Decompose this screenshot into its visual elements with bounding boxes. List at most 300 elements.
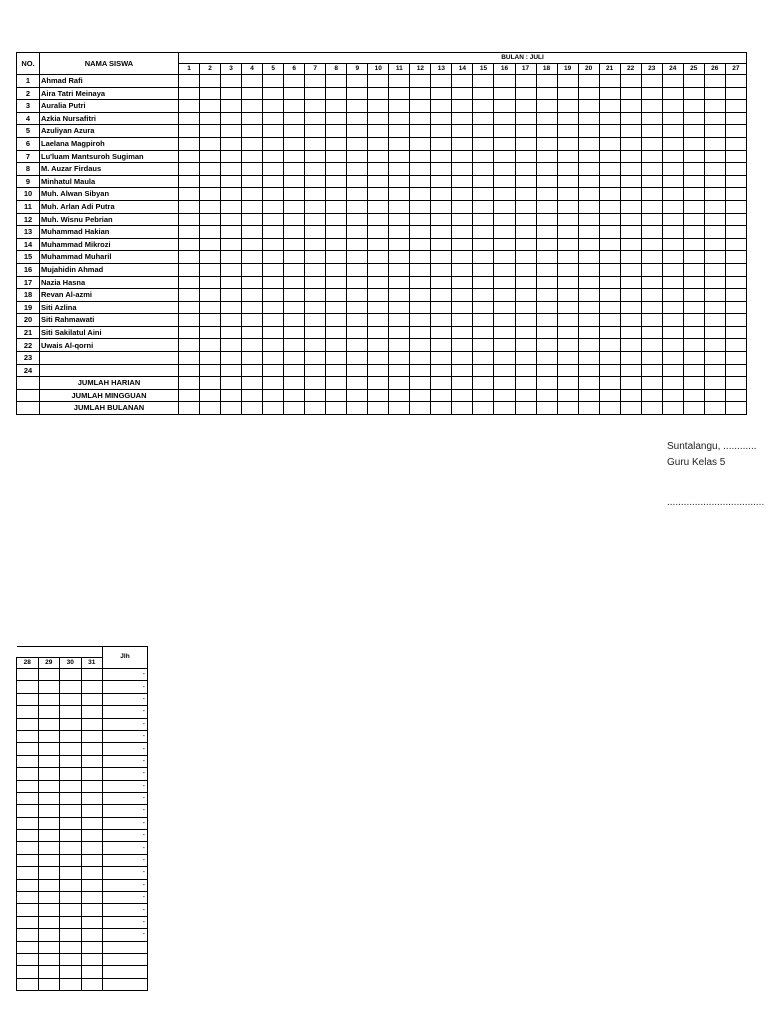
attendance-cell[interactable]: [599, 263, 620, 276]
summary-cell[interactable]: [599, 377, 620, 390]
attendance-cell[interactable]: [179, 238, 200, 251]
attendance-cell[interactable]: [221, 87, 242, 100]
attendance-cell[interactable]: [704, 75, 725, 88]
attendance-cell[interactable]: [368, 175, 389, 188]
attendance-cell[interactable]: [81, 706, 103, 718]
attendance-cell[interactable]: [179, 352, 200, 365]
attendance-cell[interactable]: [725, 213, 746, 226]
attendance-cell[interactable]: [368, 150, 389, 163]
attendance-cell[interactable]: [662, 213, 683, 226]
attendance-cell[interactable]: [515, 263, 536, 276]
attendance-cell[interactable]: [578, 163, 599, 176]
attendance-cell[interactable]: [368, 226, 389, 239]
attendance-cell[interactable]: [431, 137, 452, 150]
attendance-cell[interactable]: [60, 892, 82, 904]
attendance-cell[interactable]: [599, 125, 620, 138]
attendance-cell[interactable]: [347, 238, 368, 251]
attendance-cell[interactable]: [578, 339, 599, 352]
attendance-cell[interactable]: [326, 339, 347, 352]
summary-cell[interactable]: [452, 402, 473, 415]
attendance-cell[interactable]: [200, 213, 221, 226]
attendance-cell[interactable]: [81, 669, 103, 681]
attendance-cell[interactable]: [368, 238, 389, 251]
attendance-cell[interactable]: [557, 289, 578, 302]
attendance-cell[interactable]: [473, 112, 494, 125]
summary-cell[interactable]: [704, 389, 725, 402]
attendance-cell[interactable]: [536, 213, 557, 226]
attendance-cell[interactable]: [452, 200, 473, 213]
attendance-cell[interactable]: [17, 842, 39, 854]
attendance-cell[interactable]: [578, 238, 599, 251]
attendance-cell[interactable]: [515, 112, 536, 125]
attendance-cell[interactable]: [326, 226, 347, 239]
attendance-cell[interactable]: [305, 163, 326, 176]
attendance-cell[interactable]: [17, 916, 39, 928]
attendance-cell[interactable]: [179, 226, 200, 239]
attendance-cell[interactable]: [389, 364, 410, 377]
attendance-cell[interactable]: [389, 213, 410, 226]
summary-cell[interactable]: [179, 377, 200, 390]
attendance-cell[interactable]: [263, 163, 284, 176]
attendance-cell[interactable]: [242, 100, 263, 113]
attendance-cell[interactable]: [60, 792, 82, 804]
attendance-cell[interactable]: [179, 150, 200, 163]
attendance-cell[interactable]: [81, 805, 103, 817]
summary-cell[interactable]: [662, 389, 683, 402]
attendance-cell[interactable]: [81, 978, 103, 990]
attendance-cell[interactable]: [242, 200, 263, 213]
attendance-cell[interactable]: [725, 200, 746, 213]
attendance-cell[interactable]: [326, 75, 347, 88]
attendance-cell[interactable]: [641, 163, 662, 176]
attendance-cell[interactable]: [347, 352, 368, 365]
attendance-cell[interactable]: [368, 263, 389, 276]
attendance-cell[interactable]: [81, 916, 103, 928]
attendance-cell[interactable]: [81, 953, 103, 965]
attendance-cell[interactable]: [452, 150, 473, 163]
attendance-cell[interactable]: [620, 226, 641, 239]
summary-cell[interactable]: [536, 377, 557, 390]
attendance-cell[interactable]: [494, 100, 515, 113]
attendance-cell[interactable]: [431, 251, 452, 264]
attendance-cell[interactable]: [81, 693, 103, 705]
attendance-cell[interactable]: [515, 175, 536, 188]
attendance-cell[interactable]: [620, 100, 641, 113]
attendance-cell[interactable]: [17, 718, 39, 730]
attendance-cell[interactable]: [704, 175, 725, 188]
attendance-cell[interactable]: [60, 842, 82, 854]
attendance-cell[interactable]: [81, 792, 103, 804]
summary-cell[interactable]: [662, 377, 683, 390]
attendance-cell[interactable]: [284, 326, 305, 339]
attendance-cell[interactable]: [641, 301, 662, 314]
attendance-cell[interactable]: [578, 175, 599, 188]
attendance-cell[interactable]: [683, 339, 704, 352]
attendance-cell[interactable]: [221, 276, 242, 289]
attendance-cell[interactable]: [284, 112, 305, 125]
attendance-cell[interactable]: [578, 226, 599, 239]
attendance-cell[interactable]: [284, 301, 305, 314]
attendance-cell[interactable]: [368, 301, 389, 314]
summary-cell[interactable]: [473, 377, 494, 390]
attendance-cell[interactable]: [242, 75, 263, 88]
attendance-cell[interactable]: [221, 352, 242, 365]
attendance-cell[interactable]: [494, 150, 515, 163]
attendance-cell[interactable]: [221, 200, 242, 213]
attendance-cell[interactable]: [284, 175, 305, 188]
attendance-cell[interactable]: [578, 314, 599, 327]
attendance-cell[interactable]: [557, 213, 578, 226]
attendance-cell[interactable]: [200, 364, 221, 377]
attendance-cell[interactable]: [389, 200, 410, 213]
attendance-cell[interactable]: [17, 669, 39, 681]
summary-cell[interactable]: [473, 389, 494, 402]
attendance-cell[interactable]: [60, 966, 82, 978]
attendance-cell[interactable]: [81, 842, 103, 854]
attendance-cell[interactable]: [200, 100, 221, 113]
attendance-cell[interactable]: [305, 276, 326, 289]
attendance-cell[interactable]: [557, 339, 578, 352]
attendance-cell[interactable]: [368, 314, 389, 327]
summary-cell[interactable]: [515, 389, 536, 402]
attendance-cell[interactable]: [81, 817, 103, 829]
attendance-cell[interactable]: [305, 150, 326, 163]
attendance-cell[interactable]: [662, 163, 683, 176]
attendance-cell[interactable]: [641, 175, 662, 188]
attendance-cell[interactable]: [263, 238, 284, 251]
attendance-cell[interactable]: [431, 326, 452, 339]
attendance-cell[interactable]: [620, 326, 641, 339]
attendance-cell[interactable]: [704, 87, 725, 100]
attendance-cell[interactable]: [410, 137, 431, 150]
attendance-cell[interactable]: [452, 326, 473, 339]
attendance-cell[interactable]: [305, 226, 326, 239]
attendance-cell[interactable]: [326, 352, 347, 365]
attendance-cell[interactable]: [725, 87, 746, 100]
attendance-cell[interactable]: [81, 867, 103, 879]
attendance-cell[interactable]: [389, 314, 410, 327]
attendance-cell[interactable]: [620, 175, 641, 188]
attendance-cell[interactable]: [242, 263, 263, 276]
summary-cell[interactable]: [620, 377, 641, 390]
attendance-cell[interactable]: [683, 251, 704, 264]
attendance-cell[interactable]: [38, 669, 60, 681]
attendance-cell[interactable]: [263, 125, 284, 138]
attendance-cell[interactable]: [515, 75, 536, 88]
attendance-cell[interactable]: [431, 125, 452, 138]
attendance-cell[interactable]: [536, 352, 557, 365]
attendance-cell[interactable]: [38, 792, 60, 804]
summary-cell[interactable]: [683, 377, 704, 390]
attendance-cell[interactable]: [641, 75, 662, 88]
attendance-cell[interactable]: [683, 301, 704, 314]
attendance-cell[interactable]: [221, 226, 242, 239]
attendance-cell[interactable]: [17, 768, 39, 780]
attendance-cell[interactable]: [725, 112, 746, 125]
attendance-cell[interactable]: [200, 163, 221, 176]
attendance-cell[interactable]: [536, 251, 557, 264]
summary-cell[interactable]: [473, 402, 494, 415]
attendance-cell[interactable]: [81, 854, 103, 866]
attendance-cell[interactable]: [17, 681, 39, 693]
attendance-cell[interactable]: [326, 289, 347, 302]
attendance-cell[interactable]: [431, 226, 452, 239]
attendance-cell[interactable]: [263, 263, 284, 276]
attendance-cell[interactable]: [641, 125, 662, 138]
attendance-cell[interactable]: [473, 137, 494, 150]
attendance-cell[interactable]: [200, 125, 221, 138]
attendance-cell[interactable]: [536, 100, 557, 113]
attendance-cell[interactable]: [38, 879, 60, 891]
attendance-cell[interactable]: [452, 364, 473, 377]
attendance-cell[interactable]: [17, 730, 39, 742]
attendance-cell[interactable]: [662, 326, 683, 339]
attendance-cell[interactable]: [410, 301, 431, 314]
attendance-cell[interactable]: [683, 188, 704, 201]
attendance-cell[interactable]: [389, 238, 410, 251]
attendance-cell[interactable]: [641, 251, 662, 264]
attendance-cell[interactable]: [494, 364, 515, 377]
attendance-cell[interactable]: [599, 200, 620, 213]
attendance-cell[interactable]: [473, 150, 494, 163]
attendance-cell[interactable]: [641, 352, 662, 365]
attendance-cell[interactable]: [536, 238, 557, 251]
attendance-cell[interactable]: [326, 263, 347, 276]
attendance-cell[interactable]: [221, 137, 242, 150]
attendance-cell[interactable]: [200, 314, 221, 327]
summary-cell[interactable]: [599, 402, 620, 415]
attendance-cell[interactable]: [326, 301, 347, 314]
attendance-cell[interactable]: [683, 87, 704, 100]
attendance-cell[interactable]: [431, 75, 452, 88]
attendance-cell[interactable]: [179, 175, 200, 188]
attendance-cell[interactable]: [200, 226, 221, 239]
attendance-cell[interactable]: [452, 314, 473, 327]
attendance-cell[interactable]: [515, 352, 536, 365]
summary-cell[interactable]: [431, 402, 452, 415]
attendance-cell[interactable]: [326, 163, 347, 176]
attendance-cell[interactable]: [389, 137, 410, 150]
attendance-cell[interactable]: [473, 200, 494, 213]
attendance-cell[interactable]: [305, 112, 326, 125]
summary-cell[interactable]: [683, 389, 704, 402]
attendance-cell[interactable]: [263, 364, 284, 377]
attendance-cell[interactable]: [704, 326, 725, 339]
attendance-cell[interactable]: [81, 879, 103, 891]
attendance-cell[interactable]: [326, 87, 347, 100]
attendance-cell[interactable]: [599, 163, 620, 176]
summary-cell[interactable]: [641, 377, 662, 390]
attendance-cell[interactable]: [38, 730, 60, 742]
attendance-cell[interactable]: [620, 188, 641, 201]
attendance-cell[interactable]: [17, 706, 39, 718]
attendance-cell[interactable]: [599, 137, 620, 150]
attendance-cell[interactable]: [578, 276, 599, 289]
attendance-cell[interactable]: [620, 251, 641, 264]
attendance-cell[interactable]: [389, 100, 410, 113]
attendance-cell[interactable]: [221, 188, 242, 201]
attendance-cell[interactable]: [326, 175, 347, 188]
attendance-cell[interactable]: [662, 238, 683, 251]
attendance-cell[interactable]: [473, 352, 494, 365]
attendance-cell[interactable]: [347, 314, 368, 327]
attendance-cell[interactable]: [431, 213, 452, 226]
attendance-cell[interactable]: [305, 301, 326, 314]
attendance-cell[interactable]: [515, 213, 536, 226]
attendance-cell[interactable]: [179, 87, 200, 100]
attendance-cell[interactable]: [38, 805, 60, 817]
attendance-cell[interactable]: [704, 238, 725, 251]
attendance-cell[interactable]: [578, 188, 599, 201]
attendance-cell[interactable]: [347, 125, 368, 138]
attendance-cell[interactable]: [536, 339, 557, 352]
attendance-cell[interactable]: [557, 75, 578, 88]
attendance-cell[interactable]: [494, 200, 515, 213]
attendance-cell[interactable]: [179, 137, 200, 150]
attendance-cell[interactable]: [38, 978, 60, 990]
summary-cell[interactable]: [263, 402, 284, 415]
attendance-cell[interactable]: [494, 226, 515, 239]
attendance-cell[interactable]: [263, 200, 284, 213]
attendance-cell[interactable]: [410, 289, 431, 302]
summary-cell[interactable]: [725, 389, 746, 402]
attendance-cell[interactable]: [60, 978, 82, 990]
attendance-cell[interactable]: [368, 200, 389, 213]
attendance-cell[interactable]: [641, 213, 662, 226]
attendance-cell[interactable]: [284, 364, 305, 377]
attendance-cell[interactable]: [557, 314, 578, 327]
attendance-cell[interactable]: [368, 87, 389, 100]
summary-cell[interactable]: [242, 377, 263, 390]
attendance-cell[interactable]: [305, 326, 326, 339]
attendance-cell[interactable]: [536, 314, 557, 327]
attendance-cell[interactable]: [326, 238, 347, 251]
attendance-cell[interactable]: [347, 112, 368, 125]
attendance-cell[interactable]: [620, 75, 641, 88]
attendance-cell[interactable]: [38, 904, 60, 916]
attendance-cell[interactable]: [81, 780, 103, 792]
attendance-cell[interactable]: [494, 352, 515, 365]
summary-cell[interactable]: [431, 389, 452, 402]
summary-cell[interactable]: [578, 389, 599, 402]
attendance-cell[interactable]: [431, 100, 452, 113]
attendance-cell[interactable]: [305, 339, 326, 352]
attendance-cell[interactable]: [305, 352, 326, 365]
attendance-cell[interactable]: [263, 251, 284, 264]
attendance-cell[interactable]: [704, 352, 725, 365]
attendance-cell[interactable]: [557, 352, 578, 365]
attendance-cell[interactable]: [662, 188, 683, 201]
attendance-cell[interactable]: [389, 276, 410, 289]
attendance-cell[interactable]: [179, 188, 200, 201]
attendance-cell[interactable]: [704, 276, 725, 289]
attendance-cell[interactable]: [704, 137, 725, 150]
attendance-cell[interactable]: [557, 364, 578, 377]
attendance-cell[interactable]: [452, 163, 473, 176]
attendance-cell[interactable]: [389, 175, 410, 188]
attendance-cell[interactable]: [431, 276, 452, 289]
attendance-cell[interactable]: [200, 352, 221, 365]
attendance-cell[interactable]: [620, 276, 641, 289]
attendance-cell[interactable]: [305, 263, 326, 276]
attendance-cell[interactable]: [473, 238, 494, 251]
attendance-cell[interactable]: [389, 75, 410, 88]
attendance-cell[interactable]: [17, 854, 39, 866]
attendance-cell[interactable]: [494, 175, 515, 188]
attendance-cell[interactable]: [431, 289, 452, 302]
attendance-cell[interactable]: [305, 289, 326, 302]
attendance-cell[interactable]: [431, 238, 452, 251]
attendance-cell[interactable]: [242, 289, 263, 302]
attendance-cell[interactable]: [38, 929, 60, 941]
attendance-cell[interactable]: [347, 326, 368, 339]
attendance-cell[interactable]: [704, 163, 725, 176]
attendance-cell[interactable]: [347, 263, 368, 276]
attendance-cell[interactable]: [200, 75, 221, 88]
attendance-cell[interactable]: [452, 276, 473, 289]
attendance-cell[interactable]: [452, 352, 473, 365]
summary-cell[interactable]: [494, 402, 515, 415]
summary-cell[interactable]: [347, 389, 368, 402]
attendance-cell[interactable]: [347, 175, 368, 188]
attendance-cell[interactable]: [389, 352, 410, 365]
attendance-cell[interactable]: [410, 326, 431, 339]
attendance-cell[interactable]: [662, 125, 683, 138]
attendance-cell[interactable]: [347, 100, 368, 113]
attendance-cell[interactable]: [60, 755, 82, 767]
attendance-cell[interactable]: [81, 718, 103, 730]
attendance-cell[interactable]: [81, 941, 103, 953]
attendance-cell[interactable]: [263, 150, 284, 163]
attendance-cell[interactable]: [221, 339, 242, 352]
attendance-cell[interactable]: [81, 768, 103, 780]
summary-cell[interactable]: [347, 402, 368, 415]
attendance-cell[interactable]: [284, 75, 305, 88]
attendance-cell[interactable]: [81, 755, 103, 767]
attendance-cell[interactable]: [641, 326, 662, 339]
attendance-cell[interactable]: [683, 289, 704, 302]
attendance-cell[interactable]: [38, 854, 60, 866]
attendance-cell[interactable]: [662, 200, 683, 213]
attendance-cell[interactable]: [347, 276, 368, 289]
attendance-cell[interactable]: [200, 137, 221, 150]
attendance-cell[interactable]: [368, 125, 389, 138]
attendance-cell[interactable]: [599, 175, 620, 188]
attendance-cell[interactable]: [515, 100, 536, 113]
attendance-cell[interactable]: [326, 200, 347, 213]
attendance-cell[interactable]: [683, 364, 704, 377]
attendance-cell[interactable]: [368, 100, 389, 113]
attendance-cell[interactable]: [536, 364, 557, 377]
summary-cell[interactable]: [578, 377, 599, 390]
attendance-cell[interactable]: [662, 226, 683, 239]
attendance-cell[interactable]: [38, 706, 60, 718]
summary-cell[interactable]: [662, 402, 683, 415]
attendance-cell[interactable]: [38, 817, 60, 829]
attendance-cell[interactable]: [452, 238, 473, 251]
attendance-cell[interactable]: [284, 226, 305, 239]
attendance-cell[interactable]: [60, 929, 82, 941]
attendance-cell[interactable]: [326, 251, 347, 264]
attendance-cell[interactable]: [620, 125, 641, 138]
attendance-cell[interactable]: [200, 326, 221, 339]
attendance-cell[interactable]: [662, 75, 683, 88]
attendance-cell[interactable]: [242, 314, 263, 327]
attendance-cell[interactable]: [326, 314, 347, 327]
attendance-cell[interactable]: [536, 163, 557, 176]
attendance-cell[interactable]: [410, 314, 431, 327]
attendance-cell[interactable]: [179, 200, 200, 213]
